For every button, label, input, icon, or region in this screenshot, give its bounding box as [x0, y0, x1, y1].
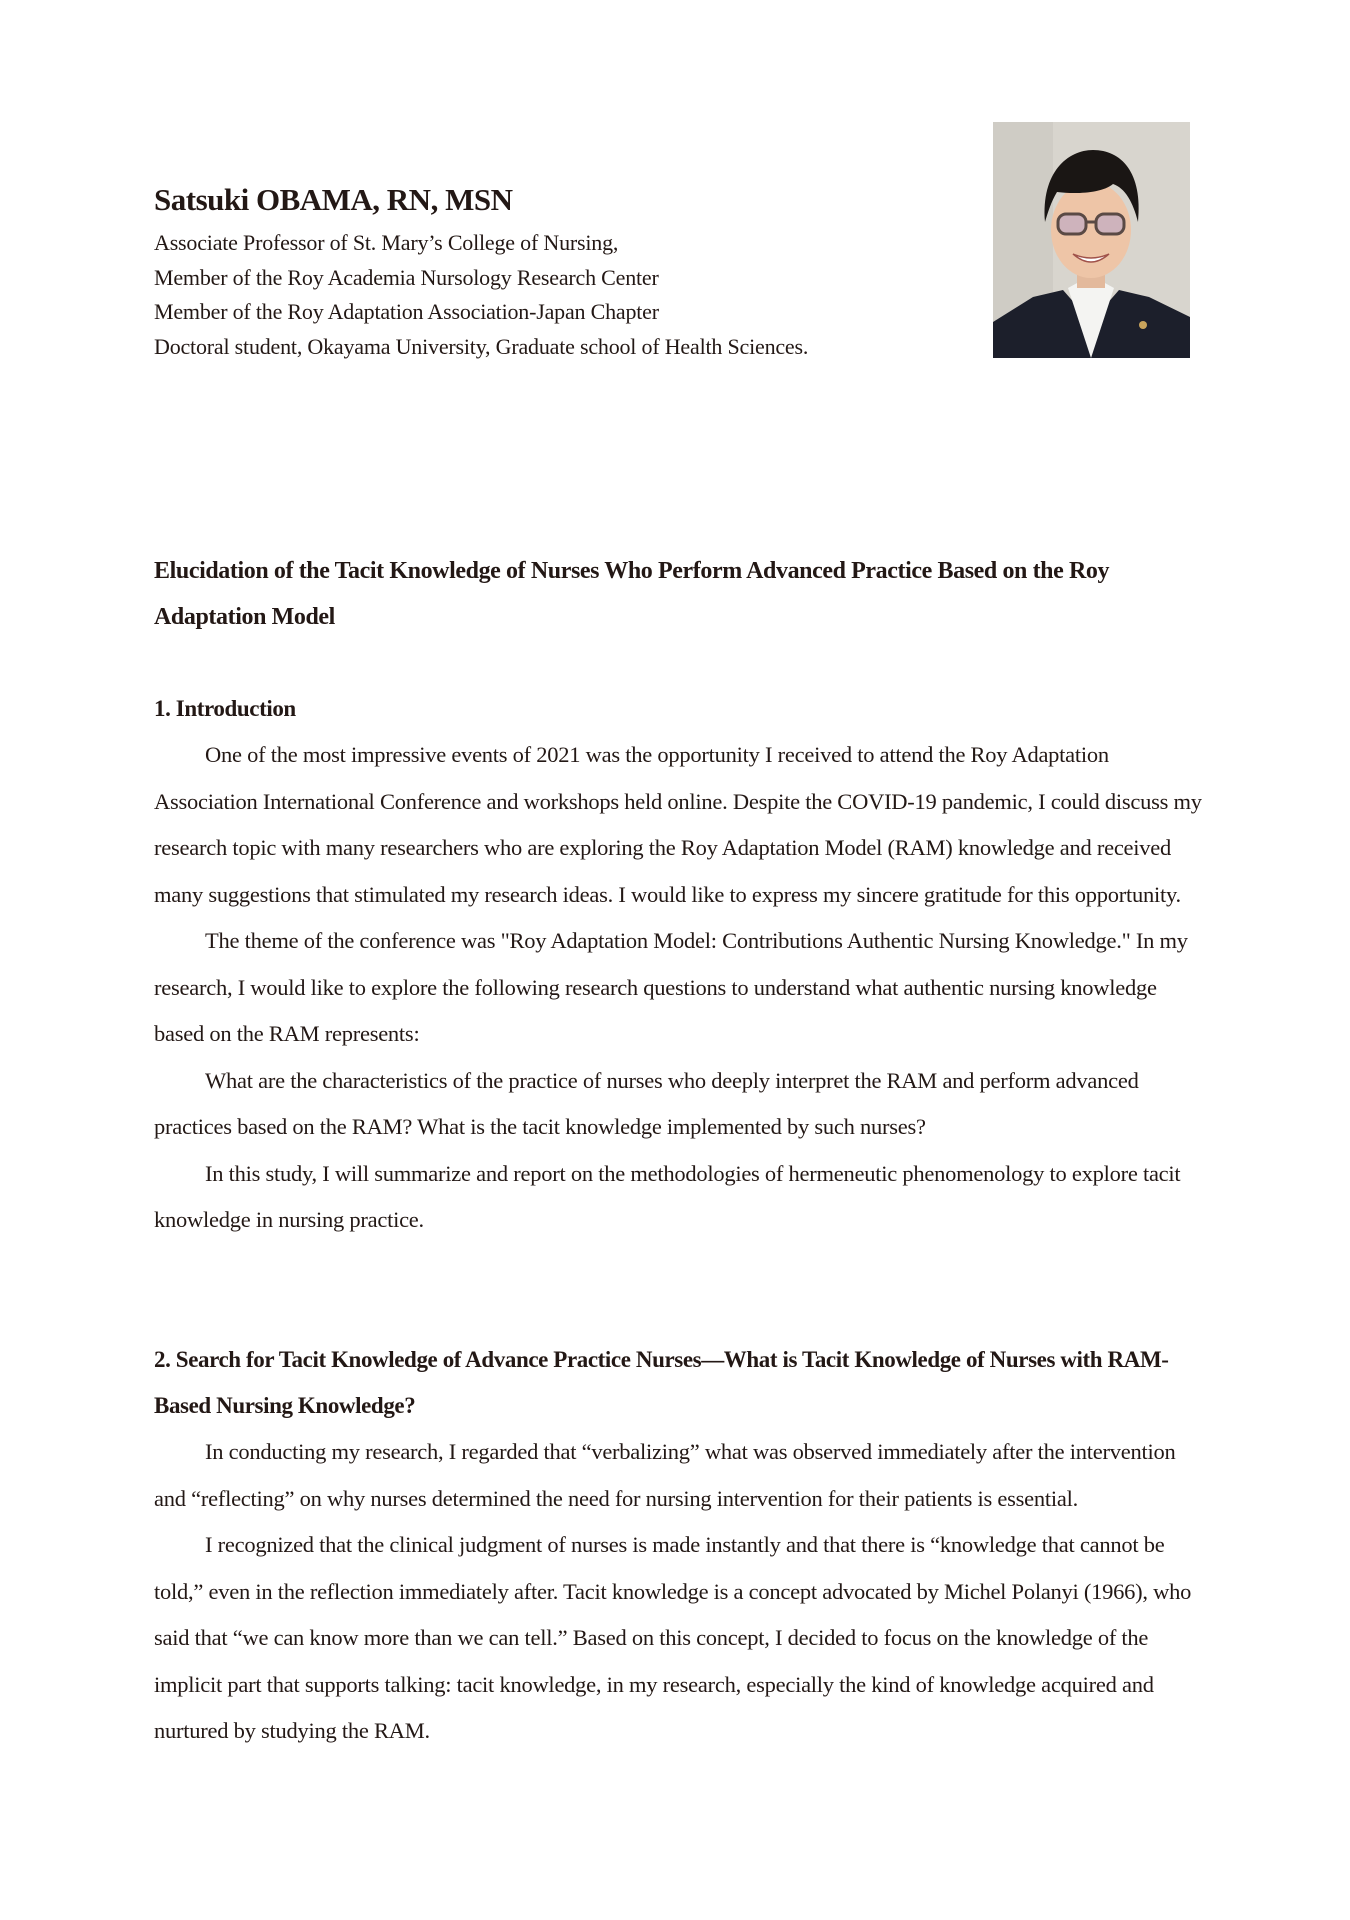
paragraph: The theme of the conference was "Roy Adaptation Model: Contributions Authentic Nursing Knowledge." In my research, I would like to explore the following research questions to understand what authentic nursing knowledge based on the RAM represents:: [154, 928, 1188, 1046]
paragraph: One of the most impressive events of 2021 was the opportunity I received to attend the Roy Adaptation Association International Conference and workshops held online. Despite the COVID-19 pandemic, I could discuss my research topic with many researchers who are exploring the Roy Adaptation Model (RAM) knowledge and received many suggestions that stimulated my research ideas. I would like to express my sincere gratitude for this opportunity.: [154, 742, 1202, 907]
section-introduction: [154, 686, 1204, 1244]
article-title: Elucidation of the Tacit Knowledge of Nurses Who Perform Advanced Practice Based on the Roy Adaptation Model: [154, 558, 1110, 630]
paragraph: I recognized that the clinical judgment of nurses is made instantly and that there is “knowledge that cannot be told,” even in the reflection immediately after. Tacit knowledge is a concept advocated by Michel Polanyi (1966), who said that “we can know more than we can tell.” Based on this concept, I decided to focus on the knowledge of the implicit part that supports talking: tacit knowledge, in my research, especially the kind of knowledge acquired and nurtured by studying the RAM.: [154, 1532, 1192, 1743]
paragraph: In this study, I will summarize and report on the methodologies of hermeneutic phenomenology to explore tacit knowledge in nursing practice.: [154, 1160, 1181, 1232]
affiliation-line: Member of the Roy Adaptation Association-Japan Chapter: [154, 299, 659, 324]
affiliation-line: Doctoral student, Okayama University, Graduate school of Health Sciences.: [154, 333, 809, 359]
author-name: Satsuki OBAMA, RN, MSN: [154, 182, 513, 217]
section-heading: 2. Search for Tacit Knowledge of Advance Practice Nurses—What is Tacit Knowledge of Nurses with RAM-Based Nursing Knowledge?: [154, 1347, 1169, 1418]
affiliation-line: Associate Professor of St. Mary’s College of Nursing,: [154, 230, 619, 255]
section-tacit-knowledge: [154, 1337, 1204, 1755]
paragraph: In conducting my research, I regarded that “verbalizing” what was observed immediately after the intervention and “reflecting” on why nurses determined the need for nursing intervention for their patients is essential.: [154, 1439, 1176, 1511]
section-heading: 1. Introduction: [154, 696, 296, 721]
portrait-image: [993, 122, 1190, 358]
author-photo: [993, 122, 1190, 358]
paragraph: What are the characteristics of the practice of nurses who deeply interpret the RAM and perform advanced practices based on the RAM? What is the tacit knowledge implemented by such nurses?: [154, 1067, 1139, 1139]
author-header: [154, 180, 954, 364]
affiliation-line: Member of the Roy Academia Nursology Research Center: [154, 264, 659, 290]
